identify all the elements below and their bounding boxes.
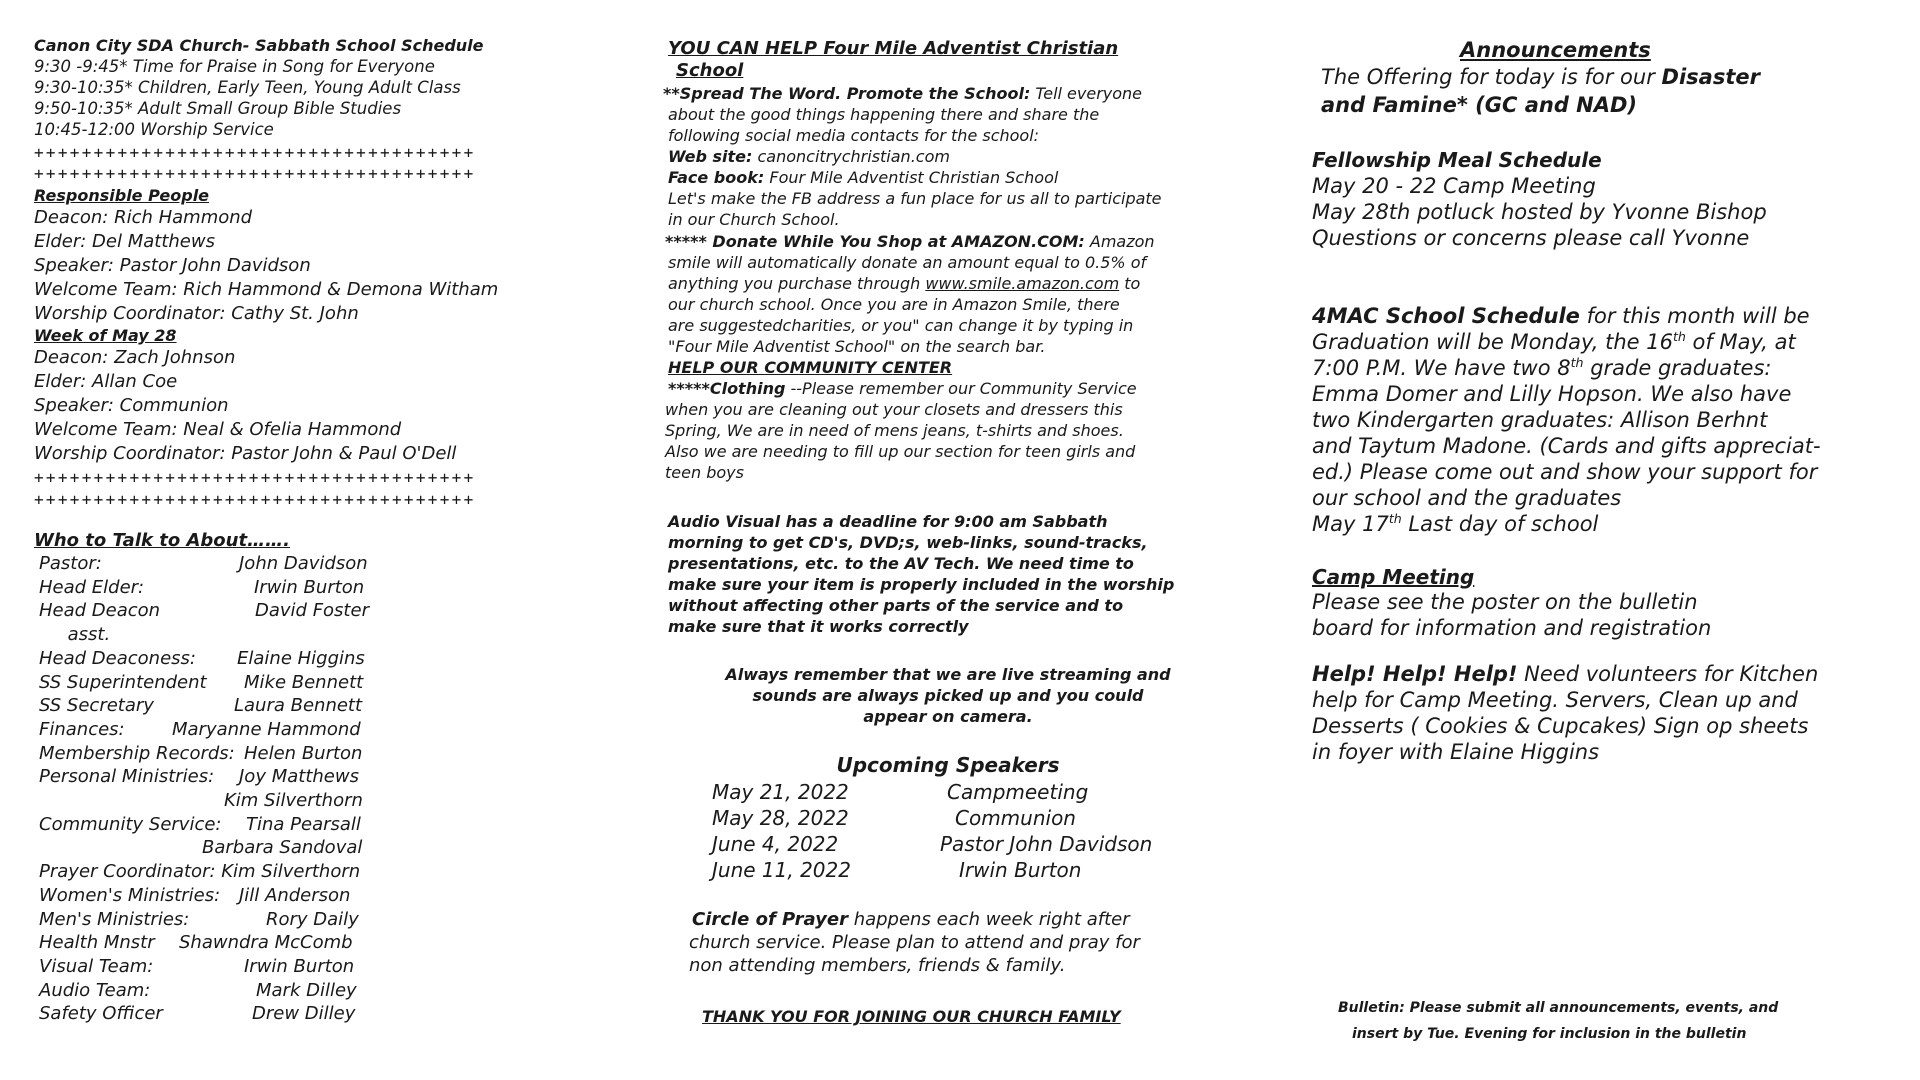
offering-text: The Offering for today is for our bbox=[1321, 65, 1662, 89]
divider-plus: +++++++++++++++++++++++++++++++++++++ bbox=[34, 490, 476, 509]
stream-line: sounds are always picked up and you could bbox=[752, 686, 1144, 705]
help-line: Desserts ( Cookies & Cupcakes) Sign op sheets bbox=[1312, 714, 1809, 738]
amazon-line: are suggestedcharities, or you" can change it by typing in bbox=[668, 316, 1134, 335]
clothing-line: Spring, We are in need of mens jeans, t-shirts and shoes. bbox=[665, 421, 1124, 440]
av-line: without affecting other parts of the service and to bbox=[668, 596, 1124, 615]
av-line: Audio Visual has a deadline for 9:00 am Sabbath bbox=[668, 512, 1108, 531]
speaker-name: Pastor John Davidson bbox=[940, 832, 1153, 856]
prayer-line: church service. Please plan to attend and pray for bbox=[689, 932, 1140, 953]
contact-name: Irwin Burton bbox=[254, 576, 365, 598]
contact-row bbox=[39, 695, 363, 717]
bulletin-line: insert by Tue. Evening for inclusion in the bulletin bbox=[1352, 1026, 1747, 1042]
fellowship-line: May 28th potluck hosted by Yvonne Bishop bbox=[1312, 200, 1767, 224]
contact-row bbox=[39, 553, 368, 574]
contact-row bbox=[39, 742, 363, 764]
contact-role: Pastor: bbox=[39, 553, 102, 574]
contact-row bbox=[39, 1003, 356, 1025]
contact-name: Mike Bennett bbox=[244, 671, 364, 693]
help-label: Help! Help! Help! bbox=[1312, 662, 1518, 686]
contact-row bbox=[39, 955, 355, 977]
school-line: Emma Domer and Lilly Hopson. We also have bbox=[1312, 382, 1792, 406]
responsible-line: Welcome Team: Rich Hammond & Demona Witham bbox=[34, 279, 499, 300]
school-line: Graduation will be Monday, the 16 bbox=[1312, 330, 1673, 354]
speaker-date: June 11, 2022 bbox=[712, 858, 851, 882]
contact-row bbox=[39, 766, 359, 788]
school-help-heading: YOU CAN HELP Four Mile Adventist Christian bbox=[668, 38, 1119, 59]
contact-role: Head Elder: bbox=[39, 576, 145, 598]
speakers-heading: Upcoming Speakers bbox=[836, 753, 1060, 777]
fb-line: in our Church School. bbox=[668, 210, 840, 229]
speaker-row bbox=[712, 858, 1082, 882]
schedule-line: 9:30-10:35* Children, Early Teen, Young Adult Class bbox=[34, 78, 461, 97]
responsible-heading: Responsible People bbox=[34, 186, 210, 205]
speaker-name: Irwin Burton bbox=[959, 858, 1082, 882]
school-last-end: Last day of school bbox=[1401, 512, 1599, 536]
week-line: Speaker: Communion bbox=[34, 395, 229, 416]
contact-name: Rory Daily bbox=[266, 908, 359, 930]
schedule-line: 9:30 -9:45* Time for Praise in Song for Everyone bbox=[34, 57, 435, 76]
contact-role: SS Secretary bbox=[39, 695, 154, 717]
camp-line: Please see the poster on the bulletin bbox=[1312, 590, 1698, 614]
school-line: our school and the graduates bbox=[1312, 486, 1622, 510]
offering-bold: Disaster bbox=[1661, 65, 1760, 89]
responsible-line: Speaker: Pastor John Davidson bbox=[34, 255, 311, 276]
responsible-line: Deacon: Rich Hammond bbox=[34, 207, 253, 228]
spread-text: Tell everyone bbox=[1030, 84, 1143, 103]
clothing-label: *****Clothing bbox=[668, 379, 786, 398]
spread-line: following social media contacts for the school: bbox=[668, 126, 1040, 145]
fellowship-heading: Fellowship Meal Schedule bbox=[1312, 148, 1602, 172]
ordinal-suffix: th bbox=[1672, 329, 1686, 344]
bulletin-line: Bulletin: Please submit all announcements, events, and bbox=[1338, 1000, 1779, 1016]
contact-name: Mark Dilley bbox=[256, 979, 357, 1001]
thanks-line: THANK YOU FOR JOINING OUR CHURCH FAMILY bbox=[702, 1007, 1121, 1026]
contact-name: Irwin Burton bbox=[244, 955, 355, 977]
contact-role: Prayer Coordinator: Kim Silverthorn bbox=[39, 861, 361, 883]
amazon-text: Amazon bbox=[1084, 232, 1155, 251]
amazon-line: "Four Mile Adventist School" on the search bar. bbox=[668, 337, 1046, 356]
prayer-text: happens each week right after bbox=[847, 909, 1130, 930]
contact-role: Finances: bbox=[39, 718, 125, 740]
clothing-text: --Please remember our Community Service bbox=[785, 379, 1137, 398]
clothing-line: teen boys bbox=[665, 463, 744, 482]
contact-name: Jill Anderson bbox=[239, 884, 351, 906]
contact-role: Visual Team: bbox=[39, 955, 154, 977]
fellowship-line: May 20 - 22 Camp Meeting bbox=[1312, 174, 1596, 198]
fb-line: Let's make the FB address a fun place for us all to participate bbox=[668, 189, 1162, 208]
web-label: Web site: bbox=[668, 147, 753, 166]
av-line: make sure that it works correctly bbox=[668, 617, 969, 636]
community-heading: HELP OUR COMMUNITY CENTER bbox=[668, 358, 953, 377]
contact-name: Drew Dilley bbox=[252, 1003, 356, 1025]
speaker-row bbox=[712, 780, 1089, 804]
schedule-line: 10:45-12:00 Worship Service bbox=[34, 120, 274, 139]
help-text: Need volunteers for Kitchen bbox=[1517, 662, 1819, 686]
school-last: May 17 bbox=[1312, 512, 1389, 536]
school-line: two Kindergarten graduates: Allison Berhnt bbox=[1312, 408, 1768, 432]
contact-row bbox=[39, 861, 360, 882]
school-heading: 4MAC School Schedule bbox=[1312, 304, 1580, 328]
who-heading: Who to Talk to About……. bbox=[34, 530, 290, 551]
offering-bold-2: and Famine* (GC and NAD) bbox=[1321, 93, 1638, 117]
divider-plus: +++++++++++++++++++++++++++++++++++++ bbox=[34, 143, 476, 162]
camp-line: board for information and registration bbox=[1312, 616, 1712, 640]
ordinal-suffix: th bbox=[1570, 355, 1584, 370]
speaker-row bbox=[712, 806, 1076, 830]
school-line-end: of May, at bbox=[1685, 330, 1796, 354]
contact-row bbox=[39, 647, 365, 669]
prayer-line: non attending members, friends & family. bbox=[689, 955, 1066, 976]
contact-row bbox=[39, 908, 359, 930]
contact-name: Elaine Higgins bbox=[237, 647, 365, 669]
contact-role: Safety Officer bbox=[39, 1003, 163, 1025]
contact-role: asst. bbox=[39, 624, 111, 646]
contact-role: Personal Ministries: bbox=[39, 766, 215, 788]
contact-role: Audio Team: bbox=[39, 979, 151, 1001]
contact-name: Kim Silverthorn bbox=[224, 790, 363, 811]
fellowship-line: Questions or concerns please call Yvonne bbox=[1312, 226, 1750, 250]
speaker-date: May 21, 2022 bbox=[712, 780, 849, 804]
av-line: morning to get CD's, DVD;s, web-links, sound-tracks, bbox=[668, 533, 1148, 552]
contact-role: Membership Records: bbox=[39, 742, 235, 764]
divider-plus: +++++++++++++++++++++++++++++++++++++ bbox=[34, 164, 476, 183]
fb-label: Face book: bbox=[668, 168, 765, 187]
contact-role: Head Deaconess: bbox=[39, 647, 196, 669]
contact-role: Women's Ministries: bbox=[39, 884, 221, 906]
contact-role: Community Service: bbox=[39, 813, 222, 835]
schedule-title: Canon City SDA Church- Sabbath School Schedule bbox=[34, 36, 484, 55]
contact-row bbox=[39, 600, 369, 622]
contact-name: Helen Burton bbox=[244, 742, 363, 764]
spread-label: **Spread The Word. Promote the School: bbox=[663, 84, 1031, 103]
speaker-name: Communion bbox=[955, 806, 1076, 830]
amazon-label: ***** Donate While You Shop at AMAZON.COM: bbox=[665, 232, 1085, 251]
contact-role: Health Mnstr bbox=[39, 932, 155, 954]
stream-line: appear on camera. bbox=[863, 707, 1033, 726]
contact-name: David Foster bbox=[255, 600, 369, 622]
amazon-link[interactable]: www.smile.amazon.com bbox=[925, 274, 1120, 293]
help-line: in foyer with Elaine Higgins bbox=[1312, 740, 1600, 764]
week-line: Elder: Allan Coe bbox=[34, 371, 178, 392]
amazon-line: anything you purchase through bbox=[668, 274, 926, 293]
school-line-end: grade graduates: bbox=[1583, 356, 1772, 380]
contact-row bbox=[39, 576, 365, 598]
help-line: help for Camp Meeting. Servers, Clean up and bbox=[1312, 688, 1798, 712]
contact-name: Joy Matthews bbox=[239, 766, 359, 788]
contact-row bbox=[39, 932, 353, 954]
fb-value: Four Mile Adventist Christian School bbox=[764, 168, 1059, 187]
contact-name: Maryanne Hammond bbox=[172, 718, 361, 740]
contact-row bbox=[39, 813, 361, 835]
responsible-line: Worship Coordinator: Cathy St. John bbox=[34, 303, 359, 324]
contact-name: John Davidson bbox=[239, 553, 368, 574]
contact-row bbox=[39, 718, 361, 740]
contact-name: Laura Bennett bbox=[234, 695, 363, 717]
amazon-line-end: to bbox=[1119, 274, 1141, 293]
prayer-label: Circle of Prayer bbox=[692, 909, 848, 930]
contact-row bbox=[39, 979, 357, 1001]
speaker-date: May 28, 2022 bbox=[712, 806, 849, 830]
contact-row bbox=[39, 884, 351, 906]
clothing-line: when you are cleaning out your closets and dressers this bbox=[665, 400, 1123, 419]
contact-name: Barbara Sandoval bbox=[202, 837, 363, 859]
stream-line: Always remember that we are live streaming and bbox=[725, 665, 1171, 684]
camp-heading: Camp Meeting bbox=[1312, 565, 1475, 589]
responsible-line: Elder: Del Matthews bbox=[34, 231, 215, 252]
web-value: canoncitrychristian.com bbox=[752, 147, 950, 166]
contact-row bbox=[39, 624, 110, 645]
contact-role: Men's Ministries: bbox=[39, 908, 190, 930]
contact-name: Tina Pearsall bbox=[246, 813, 361, 835]
school-line: 7:00 P.M. We have two 8 bbox=[1312, 356, 1571, 380]
amazon-line: our church school. Once you are in Amazon Smile, there bbox=[668, 295, 1120, 314]
av-line: make sure your item is properly included in the worship bbox=[668, 575, 1175, 594]
announcements-heading: Announcements bbox=[1460, 38, 1651, 62]
week-line: Worship Coordinator: Pastor John & Paul O'Dell bbox=[34, 443, 457, 464]
school-text: for this month will be bbox=[1579, 304, 1810, 328]
ordinal-suffix: th bbox=[1388, 511, 1402, 526]
divider-plus: +++++++++++++++++++++++++++++++++++++ bbox=[34, 468, 476, 487]
contact-row bbox=[39, 671, 364, 693]
school-line: and Taytum Madone. (Cards and gifts appreciat- bbox=[1312, 434, 1821, 458]
school-line: ed.) Please come out and show your support for bbox=[1312, 460, 1818, 484]
contact-role: SS Superintendent bbox=[39, 671, 207, 693]
spread-line: about the good things happening there and share the bbox=[668, 105, 1100, 124]
week-line: Welcome Team: Neal & Ofelia Hammond bbox=[34, 419, 402, 440]
speaker-name: Campmeeting bbox=[947, 780, 1089, 804]
contact-role: Head Deacon bbox=[39, 600, 161, 622]
week-line: Deacon: Zach Johnson bbox=[34, 347, 236, 368]
clothing-line: Also we are needing to fill up our section for teen girls and bbox=[665, 442, 1136, 461]
av-line: presentations, etc. to the AV Tech. We need time to bbox=[668, 554, 1134, 573]
schedule-line: 9:50-10:35* Adult Small Group Bible Studies bbox=[34, 99, 402, 118]
contact-name: Shawndra McComb bbox=[179, 932, 353, 954]
speaker-date: June 4, 2022 bbox=[712, 832, 839, 856]
school-help-heading-2: School bbox=[676, 60, 744, 81]
amazon-line: smile will automatically donate an amount equal to 0.5% of bbox=[668, 253, 1147, 272]
week-heading: Week of May 28 bbox=[34, 326, 177, 345]
speaker-row bbox=[712, 832, 1153, 856]
